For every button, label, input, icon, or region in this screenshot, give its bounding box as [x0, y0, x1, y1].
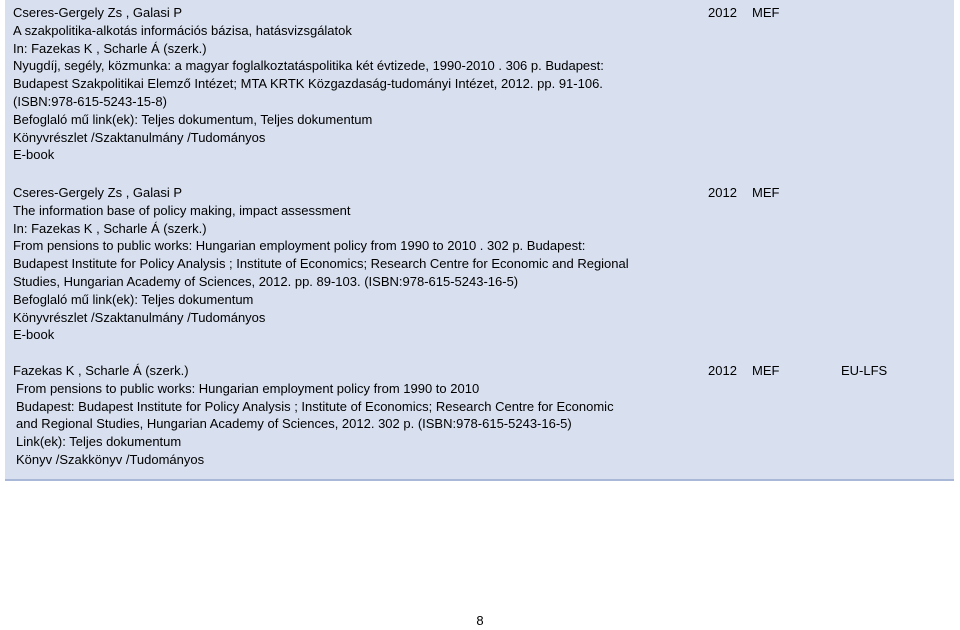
- format-line: E-book: [13, 327, 55, 343]
- source-cell: MEF: [752, 5, 780, 20]
- author-line: Cseres-Gergely Zs , Galasi P: [13, 185, 183, 200]
- year-cell: 2012: [708, 5, 737, 20]
- source-cell: MEF: [752, 363, 780, 378]
- editor-line: In: Fazekas K , Scharle Á (szerk.): [13, 40, 207, 56]
- document-link[interactable]: Befoglaló mű link(ek): Teljes dokumentum, Teljes dokumentum: [13, 111, 373, 127]
- source-cell: MEF: [752, 185, 780, 200]
- publication-type-line: Könyv /Szakkönyv /Tudományos: [16, 451, 205, 467]
- book-title-line: Nyugdíj, segély, közmunka: a magyar foglalkoztatáspolitika két évtizede, 1990-2010 . 306 p. Budapest:: [13, 58, 604, 74]
- editor-line: In: Fazekas K , Scharle Á (szerk.): [13, 220, 207, 236]
- publication-entry-2: [5, 180, 954, 360]
- publisher-line: Budapest Szakpolitikai Elemző Intézet; MTA KRTK Közgazdaság-tudományi Intézet, 2012. pp. 91-106.: [13, 76, 603, 92]
- citation-block: [13, 184, 693, 344]
- year-cell: 2012: [708, 363, 737, 378]
- author-line: Cseres-Gergely Zs , Galasi P: [13, 5, 183, 20]
- document-link[interactable]: Befoglaló mű link(ek): Teljes dokumentum: [13, 291, 254, 307]
- isbn-line: (ISBN:978-615-5243-15-8): [13, 93, 167, 109]
- publication-entry-1: [5, 0, 954, 182]
- publisher-line: Budapest: Budapest Institute for Policy Analysis ; Institute of Economics; Research Centre for Economic: [16, 398, 614, 414]
- citation-block: [13, 362, 693, 469]
- publication-entry-3: [5, 358, 954, 481]
- tag-cell: EU-LFS: [841, 363, 888, 378]
- publisher-line-continued: and Regional Studies, Hungarian Academy of Sciences, 2012. 302 p. (ISBN:978-615-5243-16-5): [16, 416, 572, 432]
- page-number: 8: [476, 613, 484, 628]
- book-title-line: From pensions to public works: Hungarian employment policy from 1990 to 2010 . 302 p. Budapest:: [13, 238, 586, 254]
- citation-block: [13, 4, 693, 164]
- publisher-line: Budapest Institute for Policy Analysis ; Institute of Economics; Research Centre for Economic and Regional: [13, 256, 629, 272]
- book-title-line: From pensions to public works: Hungarian employment policy from 1990 to 2010: [16, 380, 480, 396]
- publication-type-line: Könyvrészlet /Szaktanulmány /Tudományos: [13, 129, 266, 145]
- editor-line: Fazekas K , Scharle Á (szerk.): [13, 363, 189, 378]
- title-line: A szakpolitika-alkotás információs bázisa, hatásvizsgálatok: [13, 22, 352, 38]
- publisher-line-continued: Studies, Hungarian Academy of Sciences, 2012. pp. 89-103. (ISBN:978-615-5243-16-5): [13, 273, 519, 289]
- title-line: The information base of policy making, impact assessment: [13, 202, 351, 218]
- year-cell: 2012: [708, 185, 737, 200]
- document-link[interactable]: Link(ek): Teljes dokumentum: [16, 434, 182, 450]
- publication-type-line: Könyvrészlet /Szaktanulmány /Tudományos: [13, 309, 266, 325]
- format-line: E-book: [13, 147, 55, 163]
